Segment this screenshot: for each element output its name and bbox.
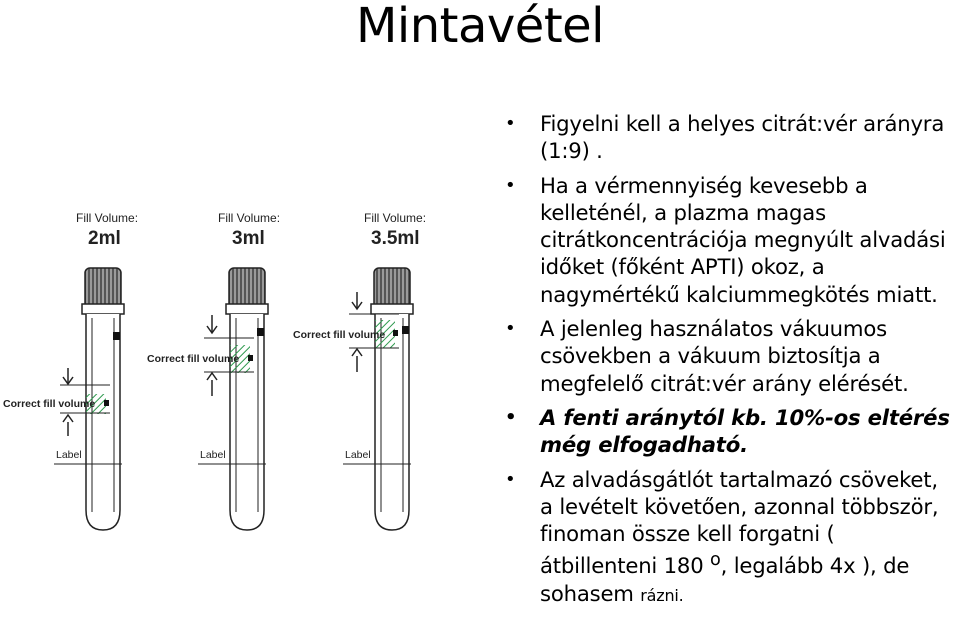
bullet-text: A fenti aránytól kb. 10%-os eltérés még elfogadható. bbox=[540, 404, 950, 458]
bullet-list bbox=[507, 110, 957, 616]
tube-2-cap-icon bbox=[229, 268, 265, 308]
tube-1-label-mark bbox=[113, 332, 120, 340]
tube-1-correct-fill-label: Correct fill volume bbox=[3, 398, 96, 410]
tube-3-fill-caption: Fill Volume: bbox=[364, 211, 427, 225]
bullet-dot-icon: • bbox=[505, 174, 516, 196]
tube-2-label-mark bbox=[257, 328, 264, 336]
bullet-item bbox=[507, 110, 957, 165]
tube-2-correct-fill-label: Correct fill volume bbox=[147, 353, 240, 365]
bullet-text: Ha a vérmennyiség kevesebb a kelleténél, a plazma magas citrátkoncentrációja megnyúlt alvadási időket (főként APTI) okoz, a nagymértékű kalciummegkötés miatt. bbox=[540, 172, 946, 307]
tube-1 bbox=[3, 211, 138, 530]
tube-1-fill-value: 2ml bbox=[88, 228, 121, 249]
bullet-text-after: , legalább 4x ), de sohasem bbox=[540, 553, 910, 606]
bullet-item bbox=[507, 315, 957, 397]
bullet-dot-icon: • bbox=[505, 318, 516, 340]
tube-3-label-text: Label bbox=[345, 449, 371, 461]
slide-title: Mintavétel bbox=[355, 0, 605, 54]
bullet-item bbox=[507, 466, 957, 610]
tube-3-correct-fill-label: Correct fill volume bbox=[293, 329, 386, 341]
bullet-text-small: rázni. bbox=[640, 585, 684, 605]
tube-2-fill-value: 3ml bbox=[232, 228, 265, 249]
tube-1-cap-icon bbox=[85, 268, 121, 308]
tube-3-fill-value: 3.5ml bbox=[371, 228, 420, 249]
tube-3-cap-icon bbox=[374, 268, 410, 308]
tube-fill-volume-figure bbox=[0, 200, 500, 560]
tube-2-fill-caption: Fill Volume: bbox=[218, 211, 281, 225]
tube-1-fill-caption: Fill Volume: bbox=[76, 211, 139, 225]
tube-2-cap-base bbox=[226, 304, 268, 314]
bullet-dot-icon: • bbox=[505, 113, 516, 134]
bullet-item bbox=[507, 172, 957, 308]
bullet-dot-icon: • bbox=[505, 406, 517, 428]
bullet-item-emphasis bbox=[507, 404, 957, 459]
tube-3 bbox=[293, 211, 426, 530]
tube-1-label-text: Label bbox=[56, 449, 82, 461]
tube-1-cap-base bbox=[82, 304, 124, 314]
tube-2-label-text: Label bbox=[200, 449, 226, 461]
tube-3-cap-base bbox=[371, 304, 413, 314]
bullet-dot-icon: • bbox=[505, 468, 516, 490]
bullet-text: Figyelni kell a helyes citrát:vér arányra (1:9) . bbox=[540, 111, 945, 164]
degree-superscript: o bbox=[710, 550, 721, 571]
tube-3-label-mark bbox=[402, 326, 409, 334]
tube-1-body bbox=[86, 314, 120, 530]
bullet-text: A jelenleg használatos vákuumos csövekben a vákuum biztosítja a megfelelő citrát:vér arány elérését. bbox=[540, 316, 909, 396]
bullet-text: Az alvadásgátlót tartalmazó csöveket, a levételt követően, azonnal többször, finoman össze kell forgatni ( átbillenteni 180 bbox=[540, 466, 939, 579]
tube-2 bbox=[147, 211, 280, 530]
